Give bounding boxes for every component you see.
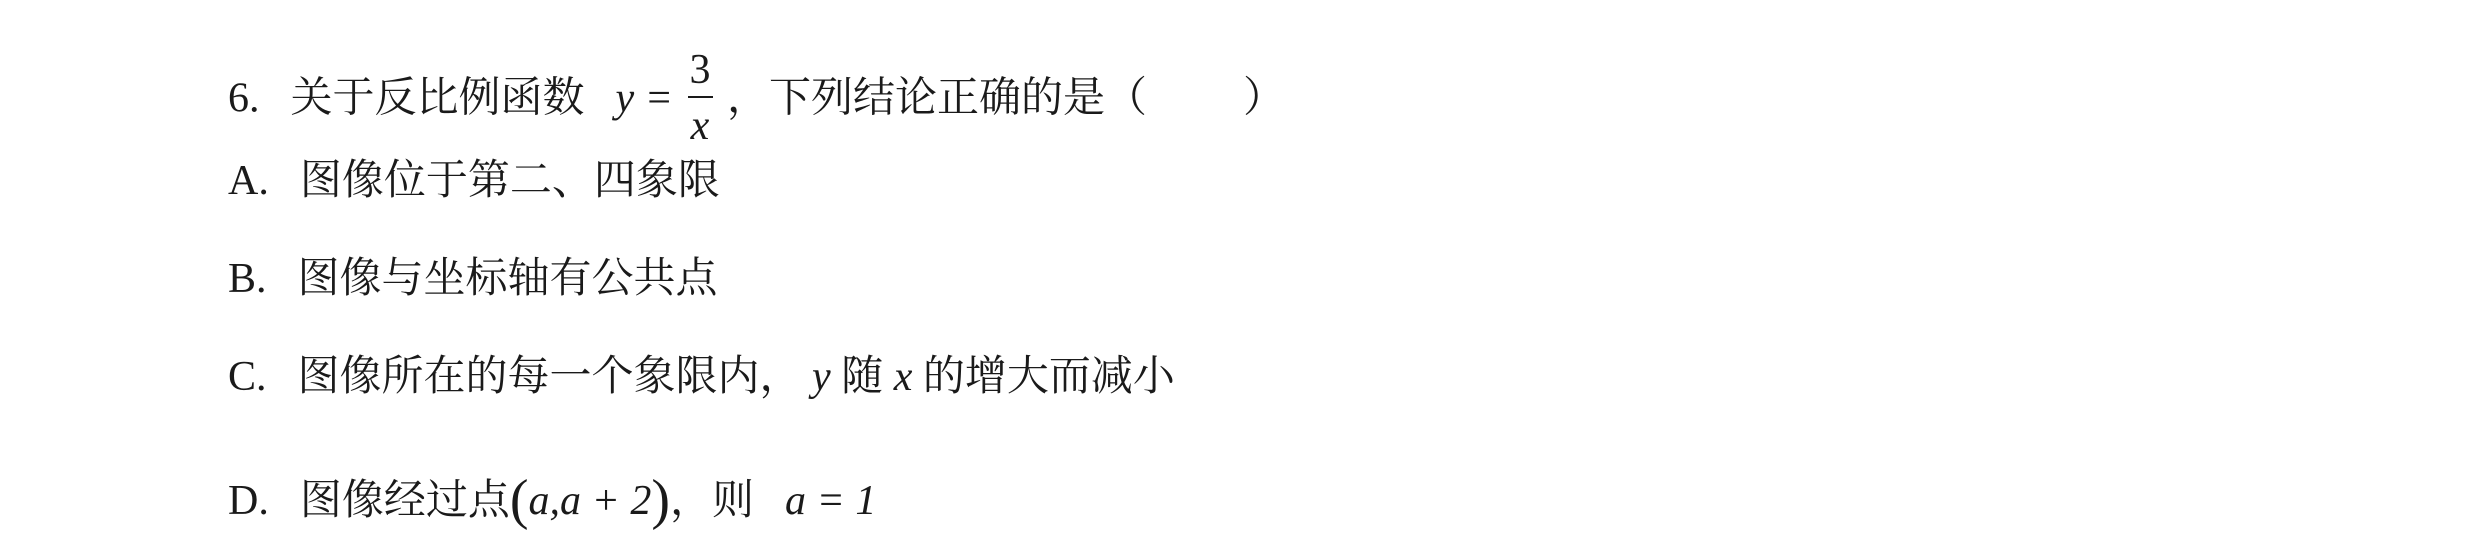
- option-b-text: 图像与坐标轴有公共点: [297, 256, 718, 302]
- stem-close: ）: [1243, 75, 1286, 122]
- question-block: [228, 0, 2428, 533]
- option-b-letter: B.: [228, 256, 267, 302]
- fraction: [688, 48, 713, 148]
- question-stem: [228, 47, 1286, 152]
- option-d-text-2: ，则: [670, 478, 755, 524]
- option-d-paren-close: ): [651, 469, 671, 531]
- stem-text: 关于反比例函数: [290, 75, 585, 122]
- option-d-paren-open: (: [509, 469, 529, 531]
- option-b: [228, 258, 718, 300]
- stem-suffix: ，下列结论正确的是（: [727, 75, 1148, 122]
- option-c: [228, 356, 1175, 398]
- option-d-point: a,a + 2: [528, 478, 652, 524]
- fraction-numerator: 3: [688, 48, 713, 98]
- option-a-text: 图像位于第二、四象限: [299, 158, 720, 204]
- option-c-text-1: 图像所在的每一个象限内，: [297, 354, 802, 400]
- option-c-text-3: 的增大而减小: [922, 354, 1175, 400]
- function-lhs: y =: [615, 75, 673, 122]
- option-d-equation: a = 1: [785, 478, 877, 524]
- option-a: [228, 160, 720, 202]
- option-c-letter: C.: [228, 354, 267, 400]
- option-c-var-y: y: [812, 354, 831, 400]
- option-d: [228, 468, 877, 531]
- fraction-denominator: x: [690, 103, 710, 150]
- option-d-text-1: 图像经过点: [299, 478, 510, 524]
- option-a-letter: A.: [228, 158, 269, 204]
- option-d-letter: D.: [228, 478, 269, 524]
- option-c-text-2: 随: [841, 354, 884, 400]
- option-c-var-x: x: [893, 354, 913, 400]
- question-number: 6.: [228, 75, 260, 122]
